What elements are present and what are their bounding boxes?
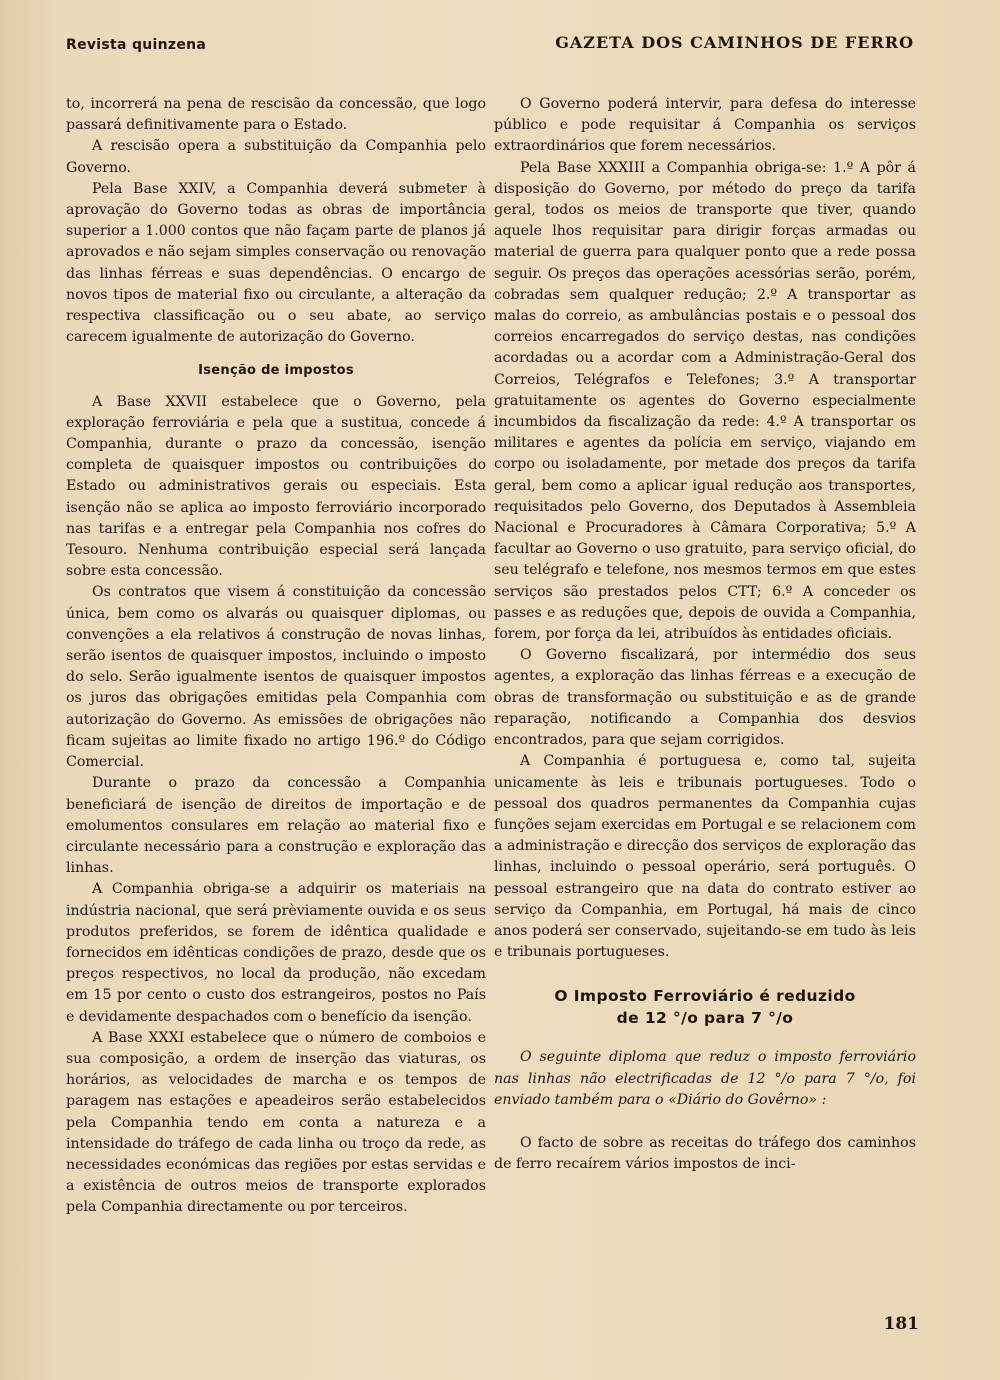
paragraph: A Companhia é portuguesa e, como tal, sujeita unicamente às leis e tribunais portugueses. Todo o pessoal dos quadros permanentes da Companhia cujas funções sejam exercidas em Portugal e se relacionem com a administração e direcção dos serviços de exploração das linhas, incluindo o pessoal operário, será português. O pessoal estrangeiro que na data do contrato estiver ao serviço da Companhia, em Portugal, há mais de cinco anos poderá ser conservado, sujeitando-se em tudo às leis e tribunais portugueses. — [494, 753, 916, 961]
paragraph: A Base XXVII estabelece que o Governo, pela exploração ferroviária e pela que a sustitua, concede á Companhia, durante o prazo da concessão, isenção completa de quaisquer impostos ou contribuições do Estado ou administrativos gerais ou especiais. Esta isenção não se aplica ao imposto ferroviário incorporado nas tarifas e a entregar pela Companhia nos cofres do Tesouro. Nenhuma contribuição especial será lançada sobre esta concessão. — [66, 393, 486, 580]
running-header-right: GAZETA DOS CAMINHOS DE FERRO — [555, 33, 914, 52]
section-subheading: Isenção de impostos — [198, 363, 354, 379]
paragraph: A Base XXXI estabelece que o número de comboios e sua composição, a ordem de inserção das viaturas, os horários, as velocidades de marcha e os tempos de paragem nas estações e apeadeiros serão estabelecidos pela Companhia tendo em conta a natureza e a intensidade do tráfego de cada linha ou troço da rede, as necessidades económicas das regiões por estas servidas e a existência de outros meios de transporte explorados pela Companhia directamente ou por terceiros. — [66, 1029, 486, 1216]
article-lead: O seguinte diploma que reduz o imposto ferroviário nas linhas não electrificadas de 12 °/o para 7 °/o, foi enviado também para o «Diário do Govêrno» : — [494, 1049, 916, 1108]
paragraph: Pela Base XXIV, a Companhia deverá submeter à aprovação do Governo todas as obras de importância superior a 1.000 contos que não façam parte de planos já aprovados e não sejam simples conservação ou renovação das linhas férreas e suas dependências. O encargo de novos tipos de material fixo ou circulante, a alteração da respectiva classificação ou o seu abate, ao serviço carecem igualmente de autorização do Governo. — [66, 180, 486, 346]
left-column — [66, 94, 486, 1219]
paragraph: Pela Base XXXIII a Companhia obriga-se: 1.º A pôr á disposição do Governo, por método do preço da tarifa geral, todos os meios de transporte que tiver, quando aquele lhos requisitar para dirigir forças armadas ou material de guerra para qualquer ponto que a rede possa seguir. Os preços das operações acessórias serão, porém, cobradas sem qualquer redução; 2.º A transportar as malas do correio, as ambulâncias postais e o pessoal dos correios encarregados do serviço destas, nas condições acordadas ou a acordar com a Administração-Geral dos Correios, Telégrafos e Telefones; 3.º A transportar gratuitamente os agentes do Governo especialmente incumbidos da fiscalização da rede: 4.º A transportar os militares e agentes da polícia em serviço, viajando em corpo ou isoladamente, por metade dos preços da tarifa geral, bem como a aplicar igual redução aos transportes, requisitados pelo Governo, dos Deputados à Assembleia Nacional e Procuradores à Câmara Corporativa; 5.º A facultar ao Governo o uso gratuito, para serviço oficial, do seu telégrafo e telefone, nos mesmos termos em que estes serviços são prestados pelos CTT; 6.º A conceder os passes e as reduções que, depois de ouvida a Companhia, forem, por força da lei, atribuídos às entidades oficiais. — [494, 159, 916, 643]
page-number: 181 — [883, 1314, 919, 1334]
right-column — [494, 94, 916, 1175]
paragraph: A Companhia obriga-se a adquirir os materiais na indústria nacional, que será prèviamente ouvida e os seus produtos preferidos, se forem de idêntica qualidade e fornecidos em idênticas condições de prazo, desde que os preços respectivos, no local da produção, não excedam em 15 por cento o custo dos estrangeiros, postos no País e devidamente despachados com o benefício da isenção. — [66, 881, 486, 1025]
paragraph: O facto de sobre as receitas do tráfego dos caminhos de ferro recaírem vários impostos de inci- — [494, 1134, 916, 1173]
headline-line: de 12 °/o para 7 °/o — [616, 1009, 794, 1028]
paragraph: O Governo fiscalizará, por intermédio dos seus agentes, a exploração das linhas férreas e a execução de obras de transformação ou substituição e as de grande reparação, notificando a Companhia dos desvios encontrados, para que sejam corrigidos. — [494, 647, 916, 749]
paragraph: Durante o prazo da concessão a Companhia beneficiará de isenção de direitos de importação e de emolumentos consulares em relação ao material fixo e circulante necessário para a construção e exploração das linhas. — [66, 775, 486, 877]
headline-line: O Imposto Ferroviário é reduzido — [554, 987, 856, 1006]
paragraph: to, incorrerá na pena de rescisão da concessão, que logo passará definitivamente para o Estado. — [66, 96, 486, 134]
paragraph: A rescisão opera a substituição da Companhia pelo Governo. — [66, 138, 486, 176]
article-headline — [494, 985, 916, 1029]
paragraph: O Governo poderá intervir, para defesa do interesse público e pode requisitar á Companhia os serviços extraordinários que forem necessários. — [494, 96, 916, 155]
running-header-left: Revista quinzena — [66, 37, 207, 53]
paragraph: Os contratos que visem á constituição da concessão única, bem como os alvarás ou quaisquer diplomas, ou convenções a ela relativos á construção de novas linhas, serão isentos de quaisquer impostos, incluindo o imposto do selo. Serão igualmente isentos de quaisquer impostos os juros das obrigações emitidas pela Companhia com autorização do Governo. As emissões de obrigações não ficam sujeitas ao limite fixado no artigo 196.º do Código Comercial. — [66, 584, 486, 771]
